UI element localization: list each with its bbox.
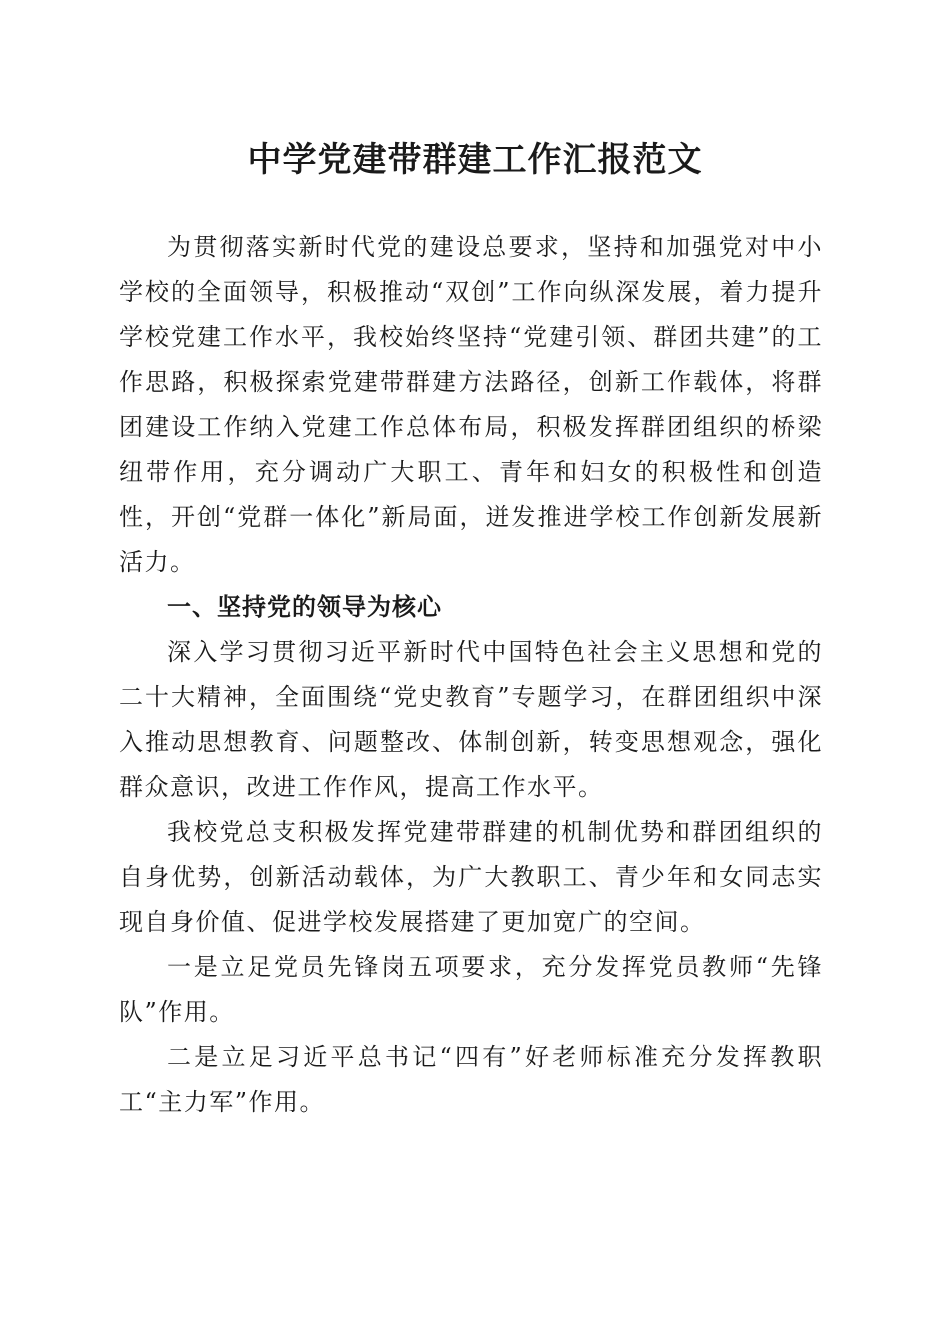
document-body (119, 225, 823, 1125)
section-paragraph-2: 我校党总支积极发挥党建带群建的机制优势和群团组织的自身优势，创新活动载体，为广大教职工、青少年和女同志实现自身价值、促进学校发展搭建了更加宽广的空间。 (119, 818, 823, 936)
section-paragraph-1: 深入学习贯彻习近平新时代中国特色社会主义思想和党的二十大精神，全面围绕“党史教育”专题学习，在群团组织中深入推动思想教育、问题整改、体制创新，转变思想观念，强化群众意识，改进工作作风，提高工作水平。 (119, 638, 823, 801)
section-paragraph-3: 一是立足党员先锋岗五项要求，充分发挥党员教师“先锋队”作用。 (119, 953, 823, 1026)
section-heading: 一、坚持党的领导为核心 (167, 593, 442, 621)
intro-paragraph: 为贯彻落实新时代党的建设总要求，坚持和加强党对中小学校的全面领导，积极推动“双创”工作向纵深发展，着力提升学校党建工作水平，我校始终坚持“党建引领、群团共建”的工作思路，积极探索党建带群建方法路径，创新工作载体，将群团建设工作纳入党建工作总体布局，积极发挥群团组织的桥梁纽带作用，充分调动广大职工、青年和妇女的积极性和创造性，开创“党群一体化”新局面，迸发推进学校工作创新发展新活力。 (119, 233, 823, 576)
document-title: 中学党建带群建工作汇报范文 (247, 140, 703, 180)
section-paragraph-4: 二是立足习近平总书记“四有”好老师标准充分发挥教职工“主力军”作用。 (119, 1043, 823, 1116)
